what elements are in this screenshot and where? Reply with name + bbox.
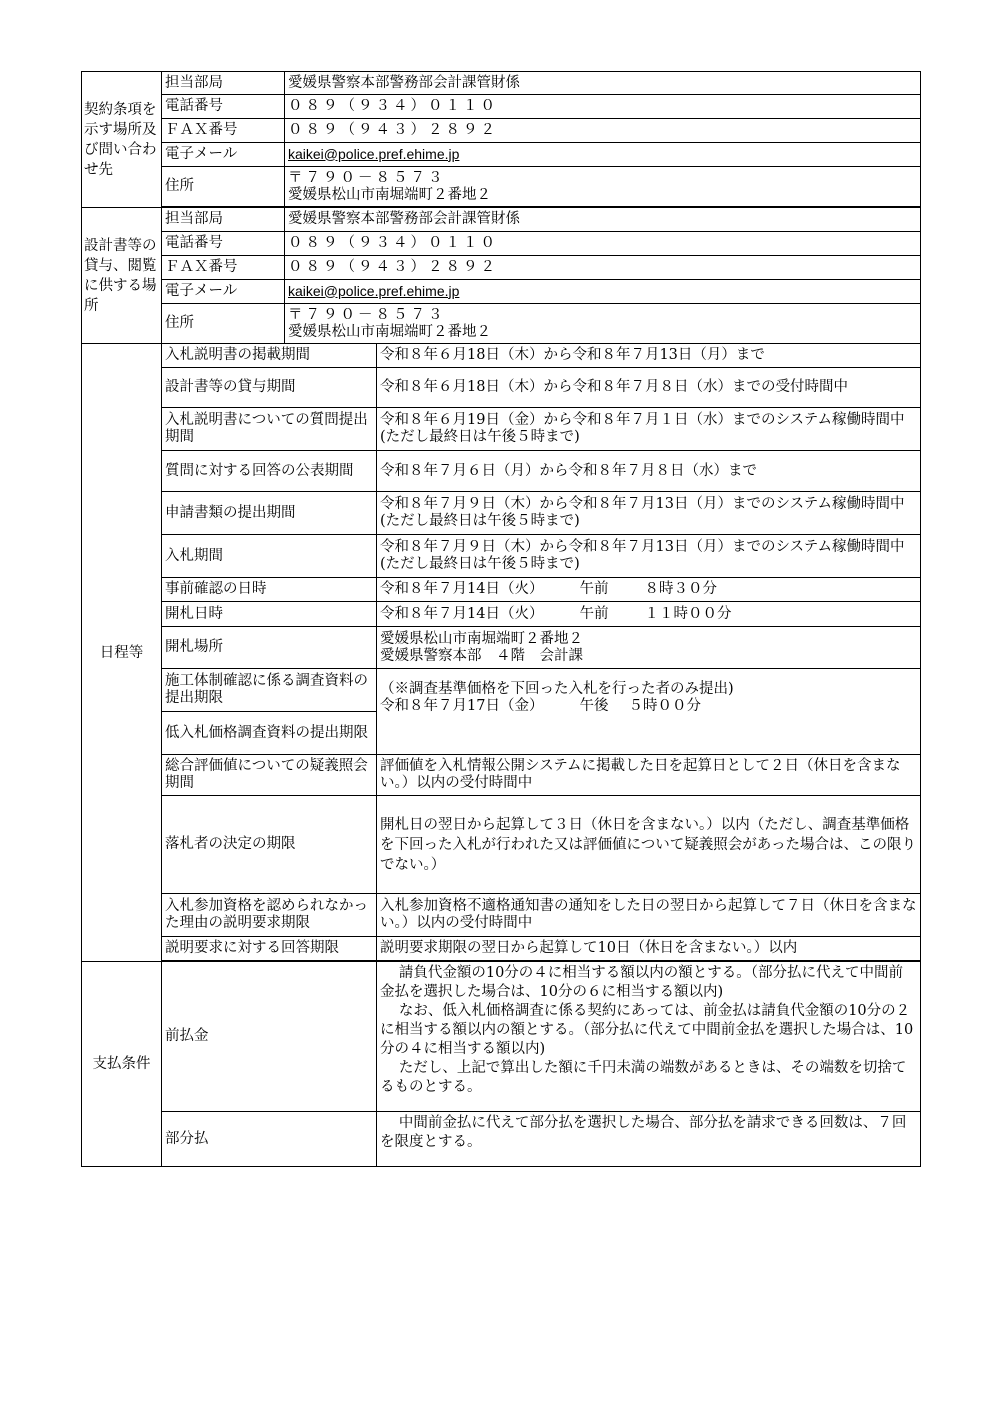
schedule-r1-label: 入札説明書の掲載期間 <box>162 344 377 368</box>
payment-category: 支払条件 <box>82 962 162 1167</box>
schedule-r8-time: １１時００分 <box>644 605 732 622</box>
payment-partial-cell <box>377 1112 921 1167</box>
design-addr-cell <box>285 304 921 344</box>
contract-dept-row <box>82 72 921 95</box>
payment-advance-p3: ただし、上記で算出した額に千円未満の端数があるときは、その端数を切捨てるものとする。 <box>380 1060 907 1095</box>
contract-postal: 〒７９０－８５７３ <box>288 169 446 186</box>
conditions-table <box>81 71 921 1167</box>
schedule-r4-label: 質問に対する回答の公表期間 <box>162 451 377 492</box>
schedule-category: 日程等 <box>82 344 162 962</box>
schedule-r10-time: ５時００分 <box>628 698 701 714</box>
schedule-row-14 <box>82 894 921 937</box>
design-tel-row <box>82 232 921 256</box>
schedule-r4-value: 令和８年７月６日（月）から令和８年７月８日（水）まで <box>377 451 921 492</box>
design-dept-row <box>82 208 921 232</box>
contract-mail-row <box>82 143 921 167</box>
schedule-r14-value: 入札参加資格不適格通知書の通知をした日の翌日から起算して７日（休日を含まない。）以内の受付時間中 <box>377 894 921 937</box>
schedule-row-4 <box>82 451 921 492</box>
design-category: 設計書等の貸与、閲覧に供する場所 <box>82 208 162 344</box>
design-mail-cell <box>285 280 921 304</box>
schedule-row-6 <box>82 535 921 578</box>
schedule-row-1 <box>82 344 921 368</box>
schedule-r12-value: 評価値を入札情報公開システムに掲載した日を起算日として２日（休日を含まない。）以内の受付時間中 <box>377 755 921 796</box>
schedule-row-10 <box>82 669 921 712</box>
contract-tel-row <box>82 95 921 119</box>
schedule-r14-label: 入札参加資格を認められなかった理由の説明要求期限 <box>162 894 377 937</box>
schedule-r7-time: ８時３０分 <box>644 581 717 597</box>
schedule-row-12 <box>82 755 921 796</box>
schedule-r7-label: 事前確認の日時 <box>162 578 377 602</box>
schedule-r8-label: 開札日時 <box>162 602 377 627</box>
schedule-r9-value2: 愛媛県警察本部 ４階 会計課 <box>380 647 583 664</box>
design-addr-row <box>82 304 921 344</box>
schedule-r5-label: 申請書類の提出期間 <box>162 492 377 535</box>
schedule-r11-label: 低入札価格調査資料の提出期限 <box>162 712 377 755</box>
payment-partial-label: 部分払 <box>162 1112 377 1167</box>
design-fax-row <box>82 256 921 280</box>
schedule-row-5 <box>82 492 921 535</box>
schedule-row-15 <box>82 937 921 961</box>
contract-addr-cell <box>285 167 921 207</box>
schedule-r6-label: 入札期間 <box>162 535 377 578</box>
schedule-r13-label: 落札者の決定の期限 <box>162 796 377 894</box>
schedule-r7-cell <box>377 578 921 602</box>
schedule-r12-label: 総合評価値についての疑義照会期間 <box>162 755 377 796</box>
design-fax-label: ＦＡＸ番号 <box>162 256 285 280</box>
payment-advance-row <box>82 962 921 1112</box>
design-tel: ０８９（９３４）０１１０ <box>285 232 921 256</box>
schedule-r10-date: 令和８年７月17日（金） <box>380 698 544 714</box>
schedule-r10-label: 施工体制確認に係る調査資料の提出期限 <box>162 669 377 712</box>
schedule-r5-value: 令和８年７月９日（木）から令和８年７月13日（月）までのシステム稼働時間中(ただし最終日は午後５時まで) <box>377 492 921 535</box>
design-tel-label: 電話番号 <box>162 232 285 256</box>
payment-partial-p1: 中間前金払に代えて部分払を選択した場合、部分払を請求できる回数は、７回を限度とする。 <box>380 1115 907 1150</box>
schedule-r7-ampm: 午前 <box>579 581 609 597</box>
schedule-row-9 <box>82 627 921 669</box>
schedule-r9-value1: 愛媛県松山市南堀端町２番地２ <box>380 630 583 647</box>
contract-tel: ０８９（９３４）０１１０ <box>285 95 921 119</box>
contract-dept-label: 担当部局 <box>162 72 285 95</box>
payment-advance-cell <box>377 962 921 1112</box>
schedule-r1-value: 令和８年６月18日（木）から令和８年７月13日（月）まで <box>377 344 921 368</box>
schedule-r7-date: 令和８年７月14日（火） <box>380 581 544 597</box>
contract-category: 契約条項を示す場所及び問い合わせ先 <box>82 72 162 208</box>
schedule-r3-label: 入札説明書についての質問提出期間 <box>162 408 377 451</box>
schedule-row-2 <box>82 368 921 408</box>
schedule-r2-value: 令和８年６月18日（木）から令和８年７月８日（水）までの受付時間中 <box>377 368 921 408</box>
schedule-r15-value: 説明要求期限の翌日から起算して10日（休日を含まない。）以内 <box>377 937 921 961</box>
schedule-row-13 <box>82 796 921 894</box>
contract-addr-row <box>82 167 921 207</box>
schedule-r10-ampm: 午後 <box>579 698 609 714</box>
schedule-row-8 <box>82 602 921 627</box>
schedule-row-3 <box>82 408 921 451</box>
schedule-r15-label: 説明要求に対する回答期限 <box>162 937 377 961</box>
contract-fax: ０８９（９４３）２８９２ <box>285 119 921 143</box>
schedule-r2-label: 設計書等の貸与期間 <box>162 368 377 408</box>
contract-mail-link[interactable]: kaikei@police.pref.ehime.jp <box>288 145 460 162</box>
schedule-r10-note: （※調査基準価格を下回った入札を行った者のみ提出) <box>380 681 734 697</box>
schedule-r6-value: 令和８年７月９日（木）から令和８年７月13日（月）までのシステム稼働時間中(ただし最終日は午後５時まで) <box>377 535 921 578</box>
schedule-r13-value: 開札日の翌日から起算して３日（休日を含まない。）以内（ただし、調査基準価格を下回った入札が行われた又は評価値について疑義照会があった場合は、この限りでない。） <box>377 796 921 894</box>
contract-tel-label: 電話番号 <box>162 95 285 119</box>
design-mail-link[interactable]: kaikei@police.pref.ehime.jp <box>288 282 460 299</box>
payment-partial-row <box>82 1112 921 1167</box>
payment-advance-p1: 請負代金額の10分の４に相当する額以内の額とする。（部分払に代えて中間前金払を選択した場合は、10分の６に相当する額以内) <box>380 965 904 1000</box>
schedule-r3-value: 令和８年６月19日（金）から令和８年７月１日（水）までのシステム稼働時間中(ただし最終日は午後５時まで) <box>377 408 921 451</box>
design-mail-label: 電子メール <box>162 280 285 304</box>
contract-addr-label: 住所 <box>162 167 285 207</box>
schedule-r10-cell <box>377 669 921 755</box>
design-dept-label: 担当部局 <box>162 208 285 232</box>
schedule-r8-date: 令和８年７月14日（火） <box>380 605 544 622</box>
design-fax: ０８９（９４３）２８９２ <box>285 256 921 280</box>
schedule-row-7 <box>82 578 921 602</box>
design-dept: 愛媛県警察本部警務部会計課管財係 <box>285 208 921 232</box>
contract-dept: 愛媛県警察本部警務部会計課管財係 <box>285 72 921 95</box>
schedule-r8-cell <box>377 602 921 627</box>
payment-advance-p2: なお、低入札価格調査に係る契約にあっては、前金払は請負代金額の10分の２に相当する額以内の額とする。（部分払に代えて中間前金払を選択した場合は、10分の４に相当する額以内) <box>380 1003 914 1057</box>
design-postal: 〒７９０－８５７３ <box>288 306 446 323</box>
contract-mail-cell <box>285 143 921 167</box>
contract-fax-row <box>82 119 921 143</box>
schedule-r9-label: 開札場所 <box>162 627 377 669</box>
payment-advance-label: 前払金 <box>162 962 377 1112</box>
contract-mail-label: 電子メール <box>162 143 285 167</box>
contract-fax-label: ＦＡＸ番号 <box>162 119 285 143</box>
design-addr-label: 住所 <box>162 304 285 344</box>
schedule-r8-ampm: 午前 <box>579 605 609 622</box>
contract-addr: 愛媛県松山市南堀端町２番地２ <box>288 186 491 203</box>
design-mail-row <box>82 280 921 304</box>
schedule-r9-cell <box>377 627 921 669</box>
design-addr: 愛媛県松山市南堀端町２番地２ <box>288 323 491 340</box>
